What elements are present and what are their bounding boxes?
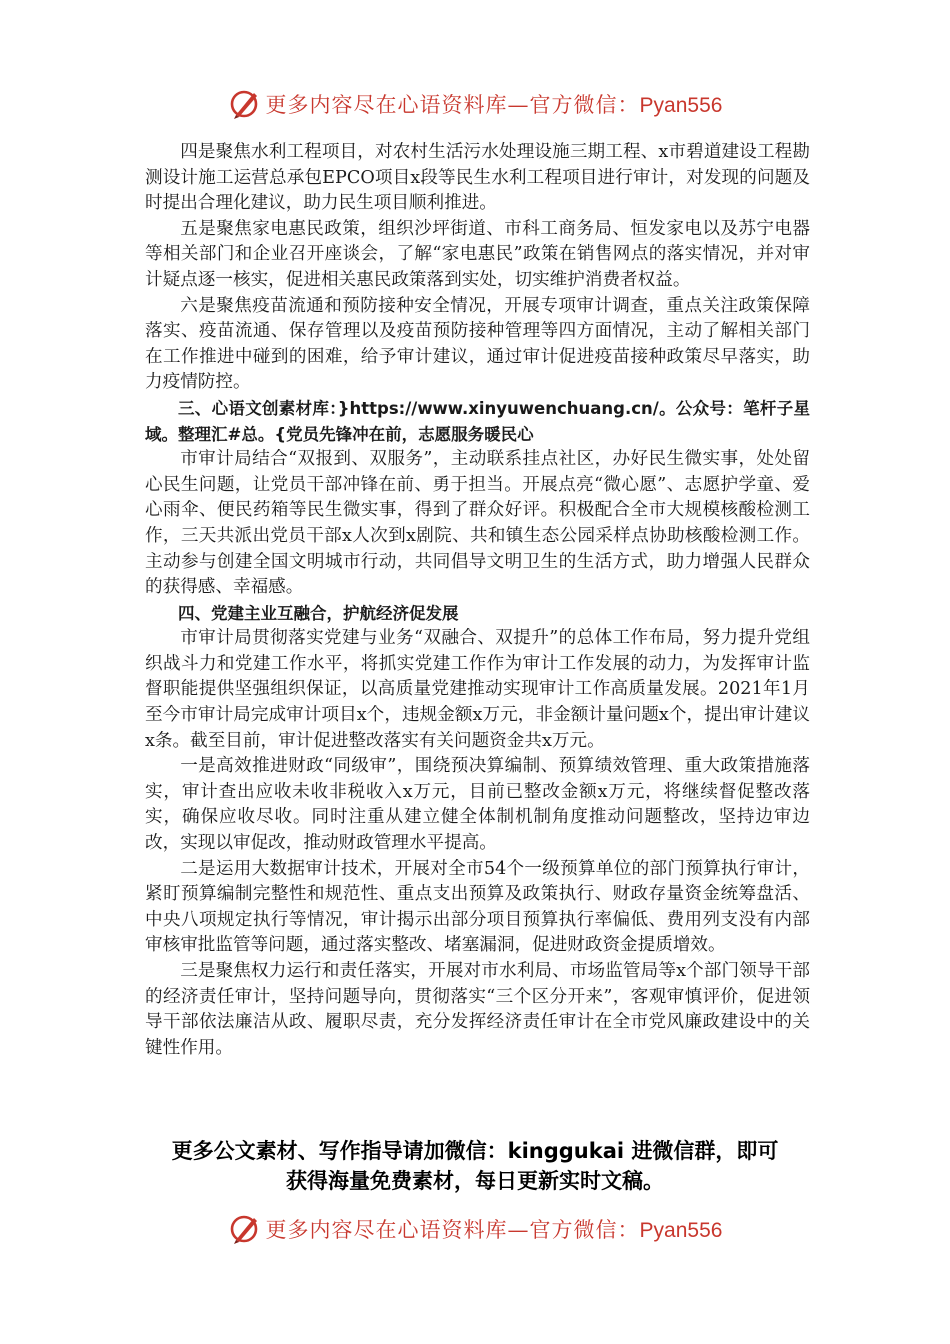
promo-line-2: 获得海量免费素材，每日更新实时文稿。 [286, 1169, 664, 1193]
paragraph-water-projects: 四是聚焦水利工程项目，对农村生活污水处理设施三期工程、x市碧道建设工程勘测设计施工运营总承包EPCO项目x段等民生水利工程项目进行审计，对发现的问题及时提出合理化建议，助力民生项目顺利推进。 [145, 142, 810, 214]
section-heading-four: 四、党建主业互融合，护航经济促发展 [178, 603, 459, 623]
document-body [145, 140, 810, 1061]
paragraph-party-building: 市审计局贯彻落实党建与业务“双融合、双提升”的总体工作布局，努力提升党组织战斗力和党建工作水平，将抓实党建工作作为审计工作发展的动力，为发挥审计监督职能提供坚强组织保证，以高质量党建推动实现审计工作高质量发展。2021年1月至今市审计局完成审计项目x个，违规金额x万元，非金额计量问题x个，提出审计建议x条。截至目前，审计促进整改落实有关问题资金共x万元。 [145, 628, 810, 751]
pen-logo-icon [228, 1212, 262, 1246]
paragraph-responsibility-audit: 三是聚焦权力运行和责任落实，开展对市水利局、市场监管局等x个部门领导干部的经济责任审计，坚持问题导向，贯彻落实“三个区分开来”，客观审慎评价，促进领导干部依法廉洁从政、履职尽责，充分发挥经济责任审计在全市党风廉政建设中的关键性作用。 [145, 961, 810, 1058]
paragraph-big-data-audit: 二是运用大数据审计技术，开展对全市54个一级预算单位的部门预算执行审计，紧盯预算编制完整性和规范性、重点支出预算及政策执行、财政存量资金统筹盘活、中央八项规定执行等情况，审计揭示出部分项目预算执行率偏低、费用列支没有内部审核审批监管等问题，通过落实整改、堵塞漏洞，促进财政资金提质增效。 [145, 858, 810, 956]
banner-text: 更多内容尽在心语资料库—官方微信：Pyan556 [265, 93, 723, 117]
pen-logo-icon [228, 87, 262, 121]
paragraph-vaccine: 六是聚焦疫苗流通和预防接种安全情况，开展专项审计调查，重点关注政策保障落实、疫苗流通、保存管理以及疫苗预防接种管理等四方面情况，主动了解相关部门在工作推进中碰到的困难，给予审计建议，通过审计促进疫苗接种政策尽早落实，助力疫情防控。 [145, 295, 810, 393]
footer-banner [0, 1209, 950, 1249]
section-heading-three: 三、心语文创素材库：}https://www.xinyuwenchuang.cn/。公众号：笔杆子星域。整理汇#总。{党员先锋冲在前，志愿服务暖民心 [145, 398, 810, 444]
paragraph-volunteer: 市审计局结合“双报到、双服务”，主动联系挂点社区，办好民生微实事，处处留心民生问题，让党员干部冲锋在前、勇于担当。开展点亮“微心愿”、志愿护学童、爱心雨伞、便民药箱等民生微实事，得到了群众好评。积极配合全市大规模核酸检测工作，三天共派出党员干部x人次到x剧院、共和镇生态公园采样点协助核酸检测工作。主动参与创建全国文明城市行动，共同倡导文明卫生的生活方式，助力增强人民群众的获得感、幸福感。 [145, 449, 810, 598]
banner-text: 更多内容尽在心语资料库—官方微信：Pyan556 [265, 1218, 723, 1242]
paragraph-appliance-policy: 五是聚焦家电惠民政策，组织沙坪街道、市科工商务局、恒发家电以及苏宁电器等相关部门和企业召开座谈会，了解“家电惠民”政策在销售网点的落实情况，并对审计疑点逐一核实，促进相关惠民政策落到实处，切实维护消费者权益。 [145, 218, 810, 290]
promo-notice [130, 1136, 820, 1196]
promo-line-1: 更多公文素材、写作指导请加微信：kinggukai 进微信群，即可 [171, 1139, 779, 1163]
header-banner [0, 84, 950, 124]
paragraph-fiscal-audit: 一是高效推进财政“同级审”，围绕预决算编制、预算绩效管理、重大政策措施落实，审计查出应收未收非税收入x万元，目前已整改金额x万元，将继续督促整改落实，确保应收尽收。同时注重从建立健全体制机制角度推动问题整改，坚持边审边改，实现以审促改，推动财政管理水平提高。 [145, 756, 810, 854]
